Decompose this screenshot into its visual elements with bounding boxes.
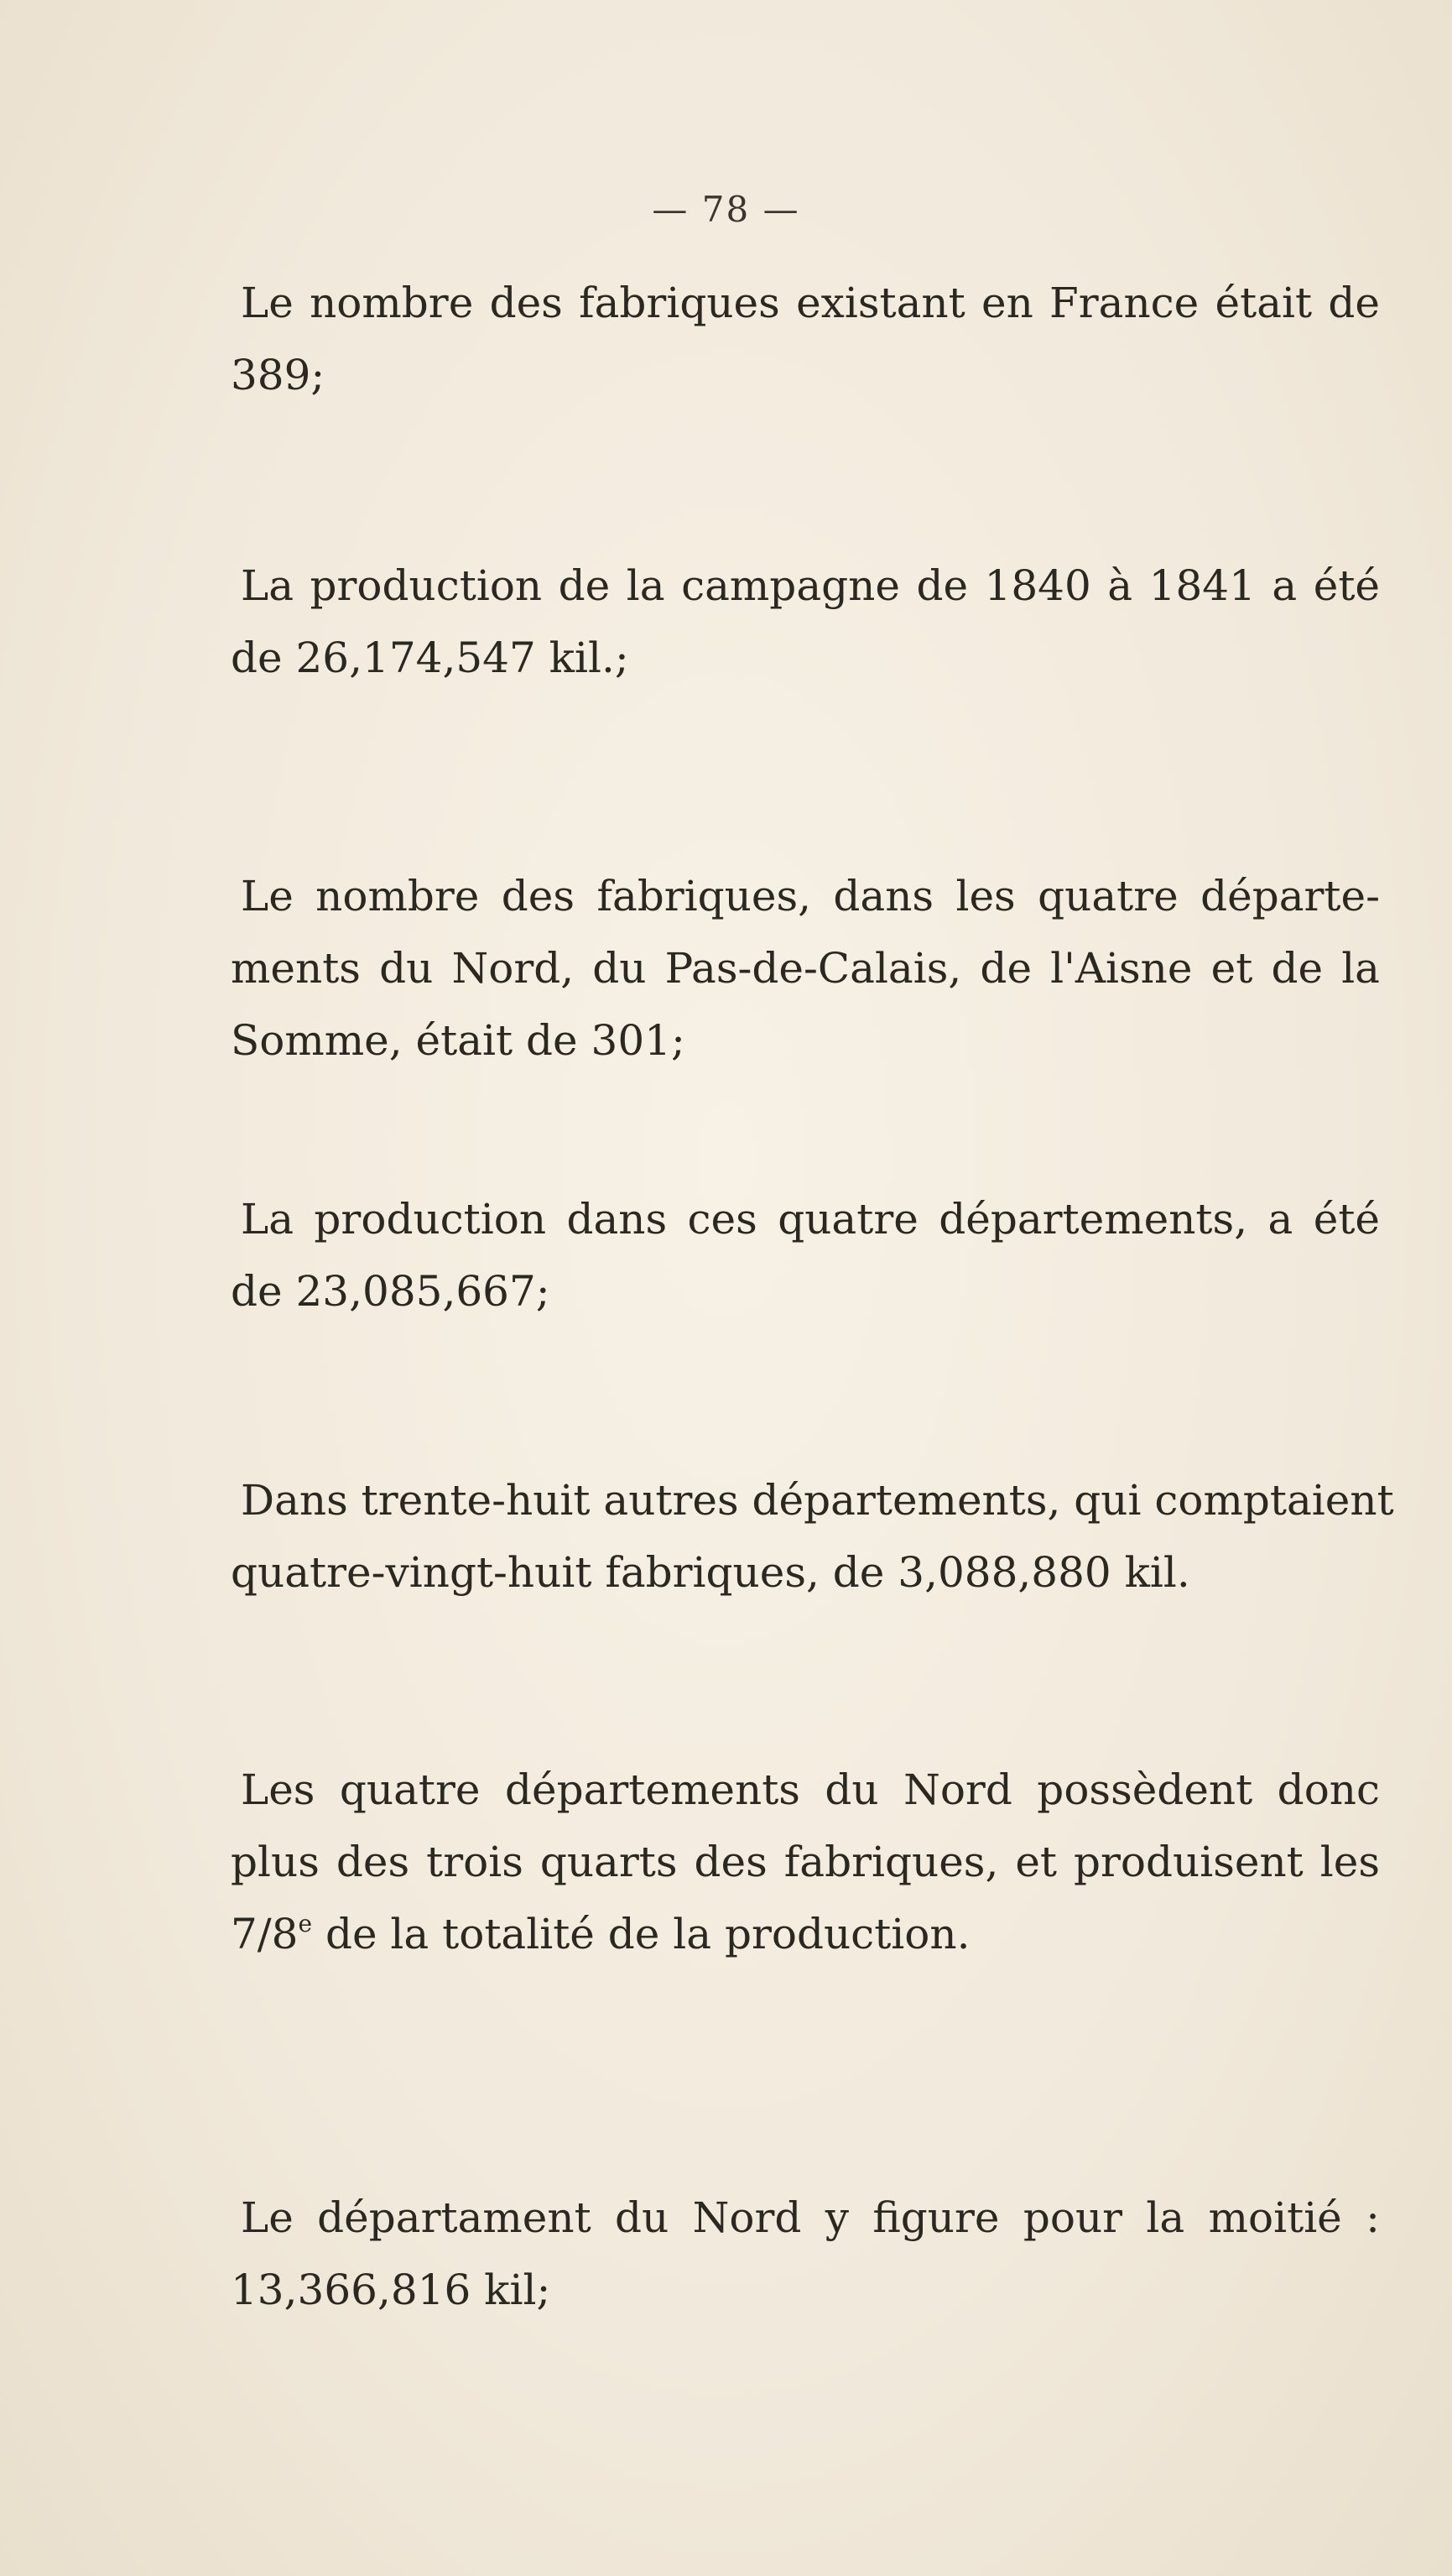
text-line: de 23,085,667; [231,1267,550,1316]
paragraph-trente-huit [231,1464,1394,1609]
text-line: La production dans ces quatre départements, a été [241,1195,1380,1244]
text-line: Les quatre départements du Nord possèdent donc [241,1765,1380,1814]
paragraph-production-quatre [231,1183,1380,1327]
fraction-numerator: 7/8 [231,1910,299,1958]
page-number: — 78 — [652,189,800,230]
paragraph-fabriques-france [231,267,1380,411]
text-line: plus des trois quarts des fabriques, et produisent les [231,1838,1380,1886]
text-line: Le nombre des fabriques, dans les quatre départe- [241,872,1380,920]
text-line: quatre-vingt-huit fabriques, de 3,088,880 kil. [231,1548,1190,1597]
text-line: La production de la campagne de 1840 à 1841 a été [241,561,1380,610]
text-line: ments du Nord, du Pas-de-Calais, de l'Aisne et de la [231,944,1380,993]
text-line-rest: de la totalité de la production. [312,1910,971,1958]
text-line: Le départament du Nord y figure pour la moitié : [241,2193,1380,2242]
paragraph-trois-quarts [231,1754,1380,1970]
text-line [231,1898,1380,1970]
text-line: Dans trente-huit autres départements, qui comptaient [241,1476,1394,1525]
text-line: Somme, était de 301; [231,1016,685,1065]
text-line: 389; [231,351,325,399]
text-line: 13,366,816 kil; [231,2266,551,2314]
text-line: Le nombre des fabriques existant en France était de [241,279,1380,327]
paragraph-production-campagne [231,550,1380,694]
paragraph-quatre-departements [231,860,1380,1077]
paragraph-departement-nord [231,2182,1380,2326]
fraction-superscript: e [298,1910,313,1937]
text-line: de 26,174,547 kil.; [231,634,629,682]
